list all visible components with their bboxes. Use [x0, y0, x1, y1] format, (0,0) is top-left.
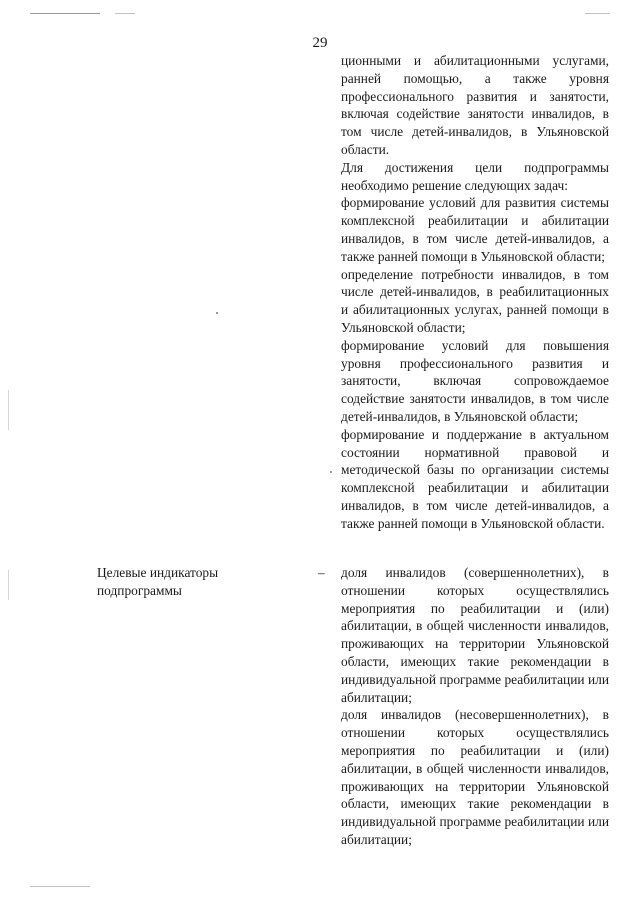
- scan-artifact-top-right: [585, 13, 610, 14]
- task-item: формирование условий для развития системы комплексной реабилитации и абилитации инвалидов, в том числе детей-инвалидов, а также ранней помощи в Ульяновской области;: [341, 195, 609, 264]
- task-item: формирование и поддержание в актуальном состоянии нормативной правовой и методической базы по организации системы комплексной реабилитации и абилитации инвалидов, в том числе детей-инвалидов, а также ранней помощи в Ульяновской области.: [341, 426, 609, 531]
- task-item: формирование условий для повышения уровня профессионального развития и занятости, включая сопровождаемое содействие занятости инвалидов, в том числе детей-инвалидов, в Ульяновской области;: [341, 337, 609, 424]
- task-item: определение потребности инвалидов, в том числе детей-инвалидов, в реабилитационных и абилитационных услугах, ранней помощи в Ульяновской области;: [341, 266, 609, 335]
- indicator-item: доля инвалидов (совершеннолетних), в отношении которых осуществлялись мероприятия по реабилитации и (или) абилитации, в общей численности инвалидов, проживающих на территории Ульяновской области, имеющих такие рекомендации в индивидуальной программе реабилитации или абилитации;: [341, 565, 609, 705]
- indicators-dash: –: [318, 565, 325, 580]
- page-number: 29: [312, 35, 328, 51]
- goal-continuation-text: ционными и абилитационными услугами, ранней помощью, а также уровня профессионального развития и занятости, включая содействие занятости инвалидов, в том числе детей-инвалидов, в Ульяновской области.: [341, 53, 609, 157]
- indicators-block: [341, 564, 609, 849]
- tasks-intro-text: Для достижения цели подпрограммы необходимо решение следующих задач:: [341, 159, 609, 193]
- scan-artifact-top-center: [115, 13, 135, 14]
- scan-artifact-dot: [330, 471, 332, 473]
- scan-artifact-top-left: [30, 13, 100, 14]
- scan-artifact-left-edge: [8, 390, 9, 430]
- indicators-label: Целевые индикаторы подпрограммы: [97, 565, 219, 598]
- scan-artifact-left-edge: [8, 570, 9, 600]
- indicator-item: доля инвалидов (несовершеннолетних), в отношении которых осуществлялись мероприятия по реабилитации и (или) абилитации, в общей численности инвалидов, проживающих на территории Ульяновской области, имеющих такие рекомендации в индивидуальной программе реабилитации или абилитации;: [341, 707, 609, 847]
- scan-artifact-bottom-left: [30, 886, 90, 887]
- goals-block: [341, 52, 609, 533]
- scan-artifact-dot: [216, 312, 218, 314]
